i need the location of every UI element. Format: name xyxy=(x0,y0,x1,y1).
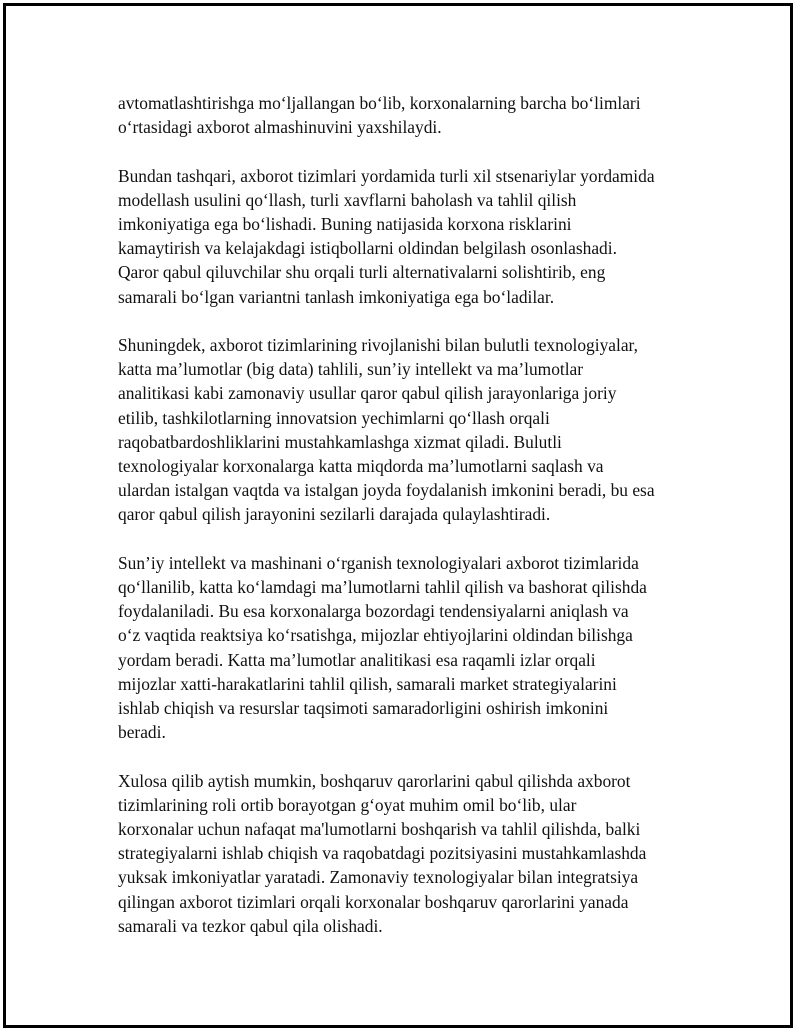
text-line: qaror qabul qilish jarayonini sezilarli darajada qulaylashtiradi. xyxy=(118,504,551,525)
paragraph xyxy=(118,769,698,938)
text-line: Sun’iy intellekt va mashinani o‘rganish texnologiyalari axborot tizimlarida xyxy=(118,552,639,573)
text-line: qo‘llanilib, katta ko‘lamdagi ma’lumotlarni tahlil qilish va bashorat qilishda xyxy=(118,577,647,598)
text-line: o‘rtasidagi axborot almashinuvini yaxshilaydi. xyxy=(118,117,442,138)
text-line: raqobatbardoshliklarini mustahkamlashga xizmat qiladi. Bulutli xyxy=(118,431,562,452)
text-line: ishlab chiqish va resurslar taqsimoti samaradorligini oshirish imkonini xyxy=(118,698,609,719)
text-line: texnologiyalar korxonalarga katta miqdorda ma’lumotlarni saqlash va xyxy=(118,456,604,477)
text-line: tizimlarining roli ortib borayotgan g‘oyat muhim omil bo‘lib, ular xyxy=(118,794,577,815)
text-line: o‘z vaqtida reaktsiya ko‘rsatishga, mijozlar ehtiyojlarini oldindan bilishga xyxy=(118,625,633,646)
text-line: samarali bo‘lgan variantni tanlash imkoniyatiga ega bo‘ladilar. xyxy=(118,286,555,307)
text-line: foydalaniladi. Bu esa korxonalarga bozordagi tendensiyalarni aniqlash va xyxy=(118,601,629,622)
text-line: kamaytirish va kelajakdagi istiqbollarni oldindan belgilash osonlashadi. xyxy=(118,238,617,259)
text-line: modellash usulini qo‘llash, turli xavflarni baholash va tahlil qilish xyxy=(118,189,577,210)
text-line: yuksak imkoniyatlar yaratadi. Zamonaviy texnologiyalar bilan integratsiya xyxy=(118,867,639,888)
paragraph xyxy=(118,164,698,309)
text-line: ulardan istalgan vaqtda va istalgan joyda foydalanish imkonini beradi, bu esa xyxy=(118,480,655,501)
text-line: Xulosa qilib aytish mumkin, boshqaruv qarorlarini qabul qilishda axborot xyxy=(118,770,631,791)
text-line: Shuningdek, axborot tizimlarining rivojlanishi bilan bulutli texnologiyalar, xyxy=(118,335,638,355)
text-line: avtomatlashtirishga mo‘ljallangan bo‘lib, korxonalarning barcha bo‘limlari xyxy=(118,93,641,113)
text-line: samarali va tezkor qabul qila olishadi. xyxy=(118,915,383,936)
text-line: etilib, tashkilotlarning innovatsion yechimlarni qo‘llash orqali xyxy=(118,407,550,428)
text-line: Qaror qabul qiluvchilar shu orqali turli alternativalarni solishtirib, eng xyxy=(118,262,606,283)
text-line: beradi. xyxy=(118,722,166,743)
text-line: Bundan tashqari, axborot tizimlari yordamida turli xil stsenariylar yordamida xyxy=(118,165,655,186)
text-line: analitikasi kabi zamonaviy usullar qaror qabul qilish jarayonlariga joriy xyxy=(118,383,617,404)
document-body xyxy=(118,91,698,962)
text-line: strategiyalarni ishlab chiqish va raqobatdagi pozitsiyasini mustahkamlashda xyxy=(118,843,647,864)
text-line: imkoniyatiga ega bo‘lishadi. Buning natijasida korxona risklarini xyxy=(118,214,572,234)
paragraph xyxy=(118,91,698,139)
text-line: qilingan axborot tizimlari orqali korxonalar boshqaruv qarorlarini yanada xyxy=(118,891,629,912)
text-line: yordam beradi. Katta ma’lumotlar analitikasi esa raqamli izlar orqali xyxy=(118,649,596,670)
text-line: katta ma’lumotlar (big data) tahlili, sun’iy intellekt va ma’lumotlar xyxy=(118,359,584,380)
paragraph xyxy=(118,551,698,745)
text-line: korxonalar uchun nafaqat ma'lumotlarni boshqarish va tahlil qilishda, balki xyxy=(118,819,641,840)
paragraph xyxy=(118,333,698,527)
text-line: mijozlar xatti-harakatlarini tahlil qilish, samarali market strategiyalarini xyxy=(118,673,617,694)
